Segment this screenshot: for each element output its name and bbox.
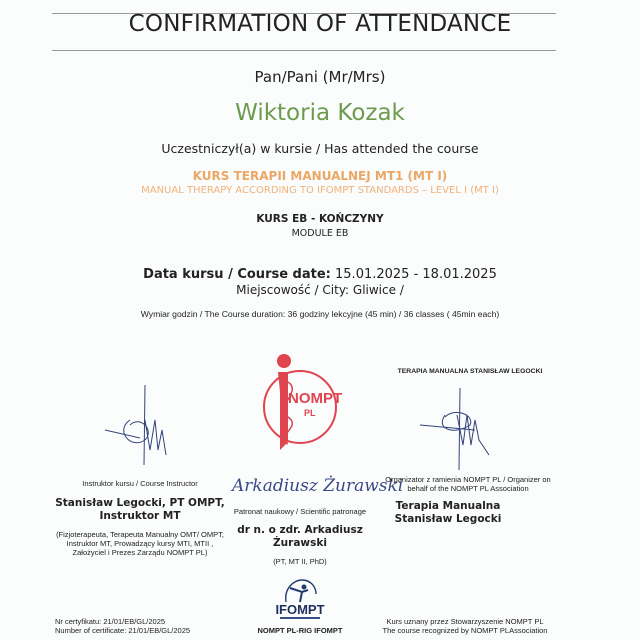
course-title-en: MANUAL THERAPY ACCORDING TO IFOMPT STANDARDS – LEVEL I (MT I) [141,185,499,196]
certificate-number-pl: Nr certyfikatu: 21/01/EB/GL/2025 [55,617,166,626]
organizer-signature-icon [415,385,500,475]
patron-name-line2: Żurawski [273,537,327,549]
organizer-stamp: TERAPIA MANUALNA STANISŁAW LEGOCKI [397,368,543,375]
date-label: Data kursu / Course date: [143,267,331,282]
module-pl: KURS EB - KOŃCZYNY [256,213,384,225]
course-title-pl: KURS TERAPII MANUALNEJ MT1 (MT I) [192,169,448,183]
instructor-name-line2: Instruktor MT [99,510,181,522]
patron-degrees: (PT, MT II, PhD) [273,557,327,566]
course-duration: Wymiar godzin / The Course duration: 36 godziny lekcyjne (45 min) / 36 classes ( 45min each) [140,309,500,319]
organizer-role-line1: Organizator z ramienia NOMPT PL / Organizer on [385,475,551,484]
ifompt-bar [280,617,320,619]
instructor-signature-icon [100,380,172,470]
instructor-role: Instruktor kursu / Course Instructor [82,479,198,488]
ifompt-caption: NOMPT PL-RIG IFOMPT [257,626,343,635]
recognition-en: The course recognized by NOMPT PLAssociation [382,626,548,635]
course-city: Miejscowość / City: Gliwice / [236,283,404,297]
patron-signature: Arkadiusz Żurawski [232,476,404,496]
title-rule [52,50,556,51]
attended-text: Uczestniczył(a) w kursie / Has attended the course [161,141,479,156]
course-date [0,267,640,282]
module-en: MODULE EB [291,228,349,239]
instructor-desc-line1: (Fizjoterapeuta, Terapeuta Manualny OMT/ OMPT, [56,530,224,539]
salutation: Pan/Pani (Mr/Mrs) [254,68,386,86]
instructor-name-line1: Stanisław Legocki, PT OMPT, [55,497,225,509]
certificate-title: CONFIRMATION OF ATTENDANCE [128,11,512,37]
organizer-role-line2: behalf of the NOMPT PL Association [407,484,529,493]
date-value: 15.01.2025 - 18.01.2025 [335,267,497,282]
patron-name-line1: dr n. o zdr. Arkadiusz [237,524,363,536]
certificate-number-en: Number of certificate: 21/01/EB/GL/2025 [55,626,191,635]
ifompt-figure-icon [280,578,320,604]
ifompt-logo-text: IFOMPT [275,602,325,617]
recipient-name: Wiktoria Kozak [235,100,405,126]
organizer-name-line1: Terapia Manualna [395,500,501,512]
patron-role: Patronat naukowy / Scientific patronage [233,507,367,516]
instructor-desc-line2: Instruktor MT, Prowadzący kursy MTI, MTII , [66,539,214,548]
nompt-logo-text: NOMPT [288,390,343,407]
recognition-pl: Kurs uznany przez Stowarzyszenie NOMPT PL [386,617,544,626]
nompt-logo [258,352,342,452]
organizer-name-line2: Stanisław Legocki [394,513,502,525]
instructor-desc-line3: Założyciel i Prezes Zarządu NOMPT PL) [72,548,208,557]
nompt-logo-sub: PL [304,408,316,418]
